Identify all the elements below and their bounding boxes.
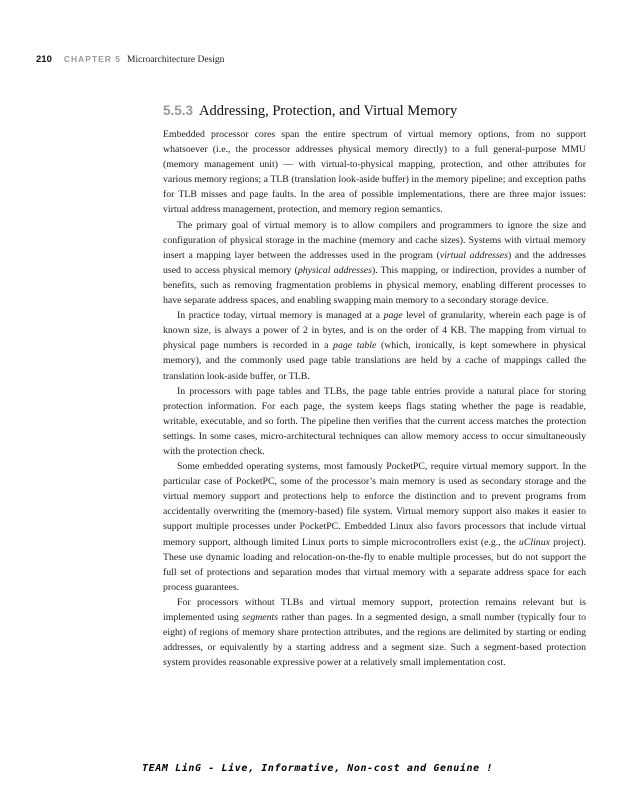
footer-watermark: TEAM LinG - Live, Informative, Non-cost and Genuine ! — [142, 763, 493, 774]
text-run: In practice today, virtual memory is managed at a — [177, 310, 384, 322]
italic-term: physical addresses — [297, 264, 372, 276]
text-run: (which, ironically, is kept somewhere in physical memory), and the commonly used page table translations are held by a cache of mappings called the translation look-aside buffer, or TLB. — [163, 340, 586, 382]
text-run: For processors without TLBs and virtual memory support, protection remains relevant but is implemented using — [163, 596, 586, 623]
paragraph — [163, 218, 586, 309]
section-title: Addressing, Protection, and Virtual Memory — [199, 103, 458, 119]
text-run: Some embedded operating systems, most famously PocketPC, require virtual memory support. In the particular case of PocketPC, some of the processor’s main memory is used as secondary storage and the virtual memory support and protections help to enforce the distinction and to prevent programs from accidentally overwriting the (memory-based) file system. Virtual memory support also makes it easier to support multiple processes under PocketPC. Embedded Linux also favors processors that include virtual memory support, although limited Linux ports to simple microcontrollers exist (e.g., the — [163, 461, 586, 548]
italic-term: page — [383, 310, 403, 322]
section-heading — [163, 103, 457, 120]
text-run: Embedded processor cores span the entire spectrum of virtual memory options, from no support whatsoever (i.e., the processor addresses physical memory directly) to a full general-purpose MMU (memory management unit) — with virtual-to-physical mapping, protection, and other attributes for various memory regions; a TLB (translation look-aside buffer) in the memory pipeline; and exception paths for TLB misses and page faults. In the area of possible implementations, there are three major issues: virtual address management, protection, and memory region semantics. — [163, 129, 586, 216]
paragraph — [163, 384, 586, 459]
paragraph — [163, 127, 586, 218]
italic-term: uClinux — [518, 536, 550, 548]
paragraph — [163, 308, 586, 383]
page-number: 210 — [36, 54, 52, 65]
text-run: ). This mapping, or indirection, provides a number of benefits, such as removing fragmentation problems in physical memory, enabling different processes to have separate address spaces, and enabling swapping main memory to a secondary storage device. — [163, 264, 586, 307]
chapter-label: CHAPTER 5 — [63, 54, 122, 64]
section-number: 5.5.3 — [163, 103, 194, 118]
running-head — [36, 54, 224, 65]
paragraph — [163, 459, 586, 595]
text-run: project). These use dynamic loading and relocation-on-the-fly to enable multiple processes, but do not support the full set of protections and separation modes that virtual memory with a separate address space for each process guarantees. — [163, 536, 586, 593]
text-run: In processors with page tables and TLBs, the page table entries provide a natural place for storing protection information. For each page, the system keeps flags stating whether the page is readable, writable, executable, and so forth. The pipeline then verifies that the current access matches the protection settings. In some cases, micro-architectural techniques can allow memory access to occur simultaneously with the protection check. — [163, 385, 586, 457]
italic-term: segments — [242, 612, 279, 623]
paragraph — [163, 595, 586, 670]
text-run: level of granularity, wherein each page is of known size, is always a power of 2 in bytes, and is on the order of 4 KB. The mapping from virtual to physical page numbers is recorded in a — [163, 310, 586, 352]
text-run: rather than pages. In a segmented design, a small number (typically four to eight) of regions of memory share protection attributes, and the regions are delimited by starting or ending addresses, or equivalently by a starting address and a segment size. Such a segment-based protection system provides reasonable expressive power at a relatively small implementation cost. — [163, 612, 586, 669]
italic-term: virtual addresses — [439, 249, 508, 261]
italic-term: page table — [333, 340, 377, 352]
text-run: The primary goal of virtual memory is to allow compilers and programmers to ignore the size and configuration of physical storage in the machine (memory and cache sizes). Systems with virtual memory insert a mapping layer between the addresses used in the program ( — [163, 219, 586, 261]
text-run: ) and the addresses used to access physical memory ( — [163, 249, 586, 276]
chapter-title: Microarchitecture Design — [127, 55, 225, 65]
body-text — [163, 127, 586, 670]
